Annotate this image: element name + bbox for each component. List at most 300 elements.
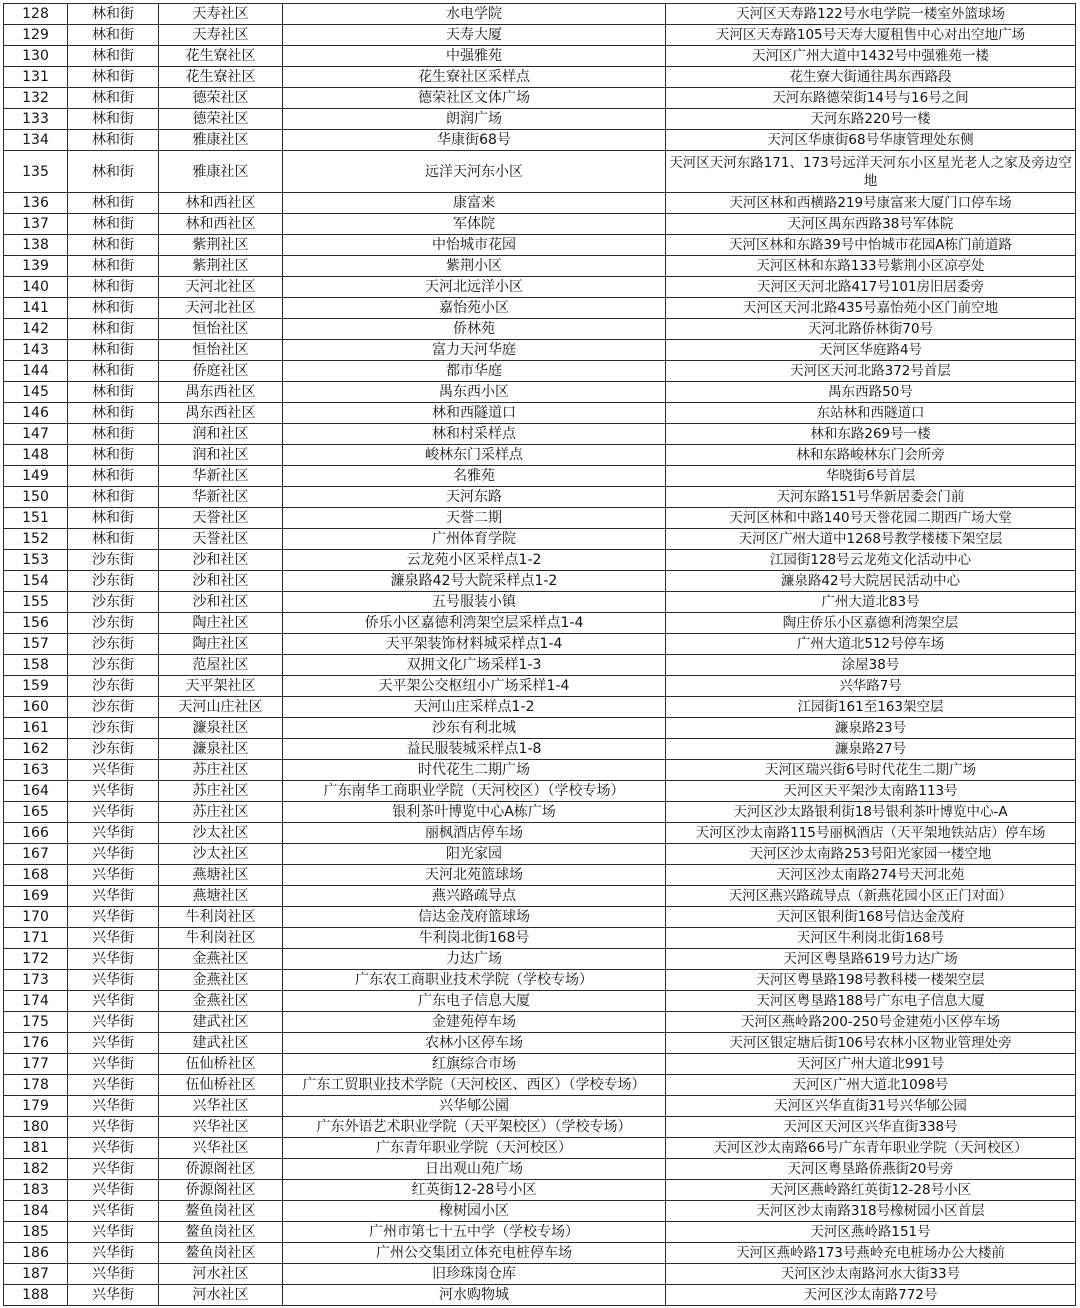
- street-cell: 林和街: [68, 235, 159, 256]
- table-row: [4, 130, 1076, 151]
- site-name-cell: 嘉怡苑小区: [283, 298, 666, 319]
- site-name-cell: 侨林苑: [283, 319, 666, 340]
- street-cell: 林和街: [68, 4, 159, 25]
- row-number-cell: 155: [4, 592, 68, 613]
- table-body: [4, 4, 1076, 1306]
- table-row: [4, 970, 1076, 991]
- address-cell: 天河北路侨林街70号: [666, 319, 1076, 340]
- table-row: [4, 823, 1076, 844]
- community-cell: 润和社区: [159, 445, 283, 466]
- table-row: [4, 319, 1076, 340]
- community-cell: 燕塘社区: [159, 886, 283, 907]
- site-name-cell: 广东工贸职业技术学院（天河校区、西区）（学校专场）: [283, 1075, 666, 1096]
- site-name-cell: 金建苑停车场: [283, 1012, 666, 1033]
- site-name-cell: 天寿大厦: [283, 25, 666, 46]
- row-number-cell: 145: [4, 382, 68, 403]
- row-number-cell: 143: [4, 340, 68, 361]
- community-cell: 兴华社区: [159, 1117, 283, 1138]
- table-row: [4, 718, 1076, 739]
- address-cell: 天河区燕岭路红英街12-28号小区: [666, 1180, 1076, 1201]
- table-row: [4, 991, 1076, 1012]
- row-number-cell: 186: [4, 1243, 68, 1264]
- street-cell: 林和街: [68, 529, 159, 550]
- street-cell: 兴华街: [68, 970, 159, 991]
- site-name-cell: 中强雅苑: [283, 46, 666, 67]
- row-number-cell: 181: [4, 1138, 68, 1159]
- row-number-cell: 156: [4, 613, 68, 634]
- table-row: [4, 1180, 1076, 1201]
- table-row: [4, 445, 1076, 466]
- address-cell: 天河区银定塘后街106号农林小区物业管理处旁: [666, 1033, 1076, 1054]
- site-name-cell: 红旗综合市场: [283, 1054, 666, 1075]
- site-name-cell: 阳光家园: [283, 844, 666, 865]
- address-cell: 天河区广州大道中1268号教学楼楼下架空层: [666, 529, 1076, 550]
- address-cell: 天河区牛利岗北街168号: [666, 928, 1076, 949]
- table-row: [4, 466, 1076, 487]
- street-cell: 兴华街: [68, 1201, 159, 1222]
- site-name-cell: 天河北远洋小区: [283, 277, 666, 298]
- address-cell: 天河东路151号华新居委会门前: [666, 487, 1076, 508]
- row-number-cell: 174: [4, 991, 68, 1012]
- community-cell: 侨源阁社区: [159, 1159, 283, 1180]
- table-row: [4, 1054, 1076, 1075]
- table-row: [4, 1159, 1076, 1180]
- address-cell: 天河区粤垦路188号广东电子信息大厦: [666, 991, 1076, 1012]
- site-name-cell: 都市华庭: [283, 361, 666, 382]
- table-row: [4, 193, 1076, 214]
- address-cell: 天河东路德荣街14号与16号之间: [666, 88, 1076, 109]
- table-row: [4, 487, 1076, 508]
- row-number-cell: 175: [4, 1012, 68, 1033]
- community-cell: 鳌鱼岗社区: [159, 1201, 283, 1222]
- row-number-cell: 147: [4, 424, 68, 445]
- site-name-cell: 河水购物城: [283, 1285, 666, 1306]
- row-number-cell: 185: [4, 1222, 68, 1243]
- community-cell: 牛利岗社区: [159, 907, 283, 928]
- street-cell: 兴华街: [68, 1222, 159, 1243]
- street-cell: 兴华街: [68, 865, 159, 886]
- table-row: [4, 1117, 1076, 1138]
- community-cell: 润和社区: [159, 424, 283, 445]
- community-cell: 花生寮社区: [159, 46, 283, 67]
- street-cell: 沙东街: [68, 655, 159, 676]
- row-number-cell: 162: [4, 739, 68, 760]
- site-name-cell: 益民服装城采样点1-8: [283, 739, 666, 760]
- row-number-cell: 136: [4, 193, 68, 214]
- street-cell: 兴华街: [68, 1138, 159, 1159]
- row-number-cell: 137: [4, 214, 68, 235]
- row-number-cell: 150: [4, 487, 68, 508]
- site-name-cell: 花生寮社区采样点: [283, 67, 666, 88]
- row-number-cell: 153: [4, 550, 68, 571]
- row-number-cell: 164: [4, 781, 68, 802]
- community-cell: 苏庄社区: [159, 760, 283, 781]
- street-cell: 林和街: [68, 67, 159, 88]
- street-cell: 林和街: [68, 130, 159, 151]
- table-row: [4, 1075, 1076, 1096]
- row-number-cell: 138: [4, 235, 68, 256]
- site-name-cell: 广东农工商职业技术学院（学校专场）: [283, 970, 666, 991]
- street-cell: 兴华街: [68, 886, 159, 907]
- community-cell: 天寿社区: [159, 4, 283, 25]
- community-cell: 鳌鱼岗社区: [159, 1222, 283, 1243]
- street-cell: 林和街: [68, 361, 159, 382]
- site-name-cell: 银利茶叶博览中心A栋广场: [283, 802, 666, 823]
- table-row: [4, 46, 1076, 67]
- community-cell: 伍仙桥社区: [159, 1054, 283, 1075]
- site-name-cell: 朗润广场: [283, 109, 666, 130]
- site-name-cell: 双拥文化广场采样1-3: [283, 655, 666, 676]
- table-row: [4, 256, 1076, 277]
- table-row: [4, 298, 1076, 319]
- street-cell: 沙东街: [68, 571, 159, 592]
- community-cell: 沙和社区: [159, 550, 283, 571]
- address-cell: 广州大道北83号: [666, 592, 1076, 613]
- street-cell: 兴华街: [68, 928, 159, 949]
- street-cell: 兴华街: [68, 844, 159, 865]
- street-cell: 林和街: [68, 340, 159, 361]
- table-row: [4, 1264, 1076, 1285]
- row-number-cell: 151: [4, 508, 68, 529]
- site-name-cell: 日出观山苑广场: [283, 1159, 666, 1180]
- site-name-cell: 沙东有利北城: [283, 718, 666, 739]
- street-cell: 兴华街: [68, 802, 159, 823]
- street-cell: 兴华街: [68, 1264, 159, 1285]
- community-cell: 苏庄社区: [159, 802, 283, 823]
- site-name-cell: 林和村采样点: [283, 424, 666, 445]
- site-name-cell: 广东南华工商职业学院（天河校区）（学校专场）: [283, 781, 666, 802]
- address-cell: 天河区粤垦路198号教科楼一楼架空层: [666, 970, 1076, 991]
- address-cell: 天河区沙太南路274号天河北苑: [666, 865, 1076, 886]
- row-number-cell: 131: [4, 67, 68, 88]
- street-cell: 沙东街: [68, 739, 159, 760]
- address-cell: 濂泉路42号大院居民活动中心: [666, 571, 1076, 592]
- street-cell: 林和街: [68, 214, 159, 235]
- address-cell: 禺东西路50号: [666, 382, 1076, 403]
- street-cell: 兴华街: [68, 991, 159, 1012]
- address-cell: 兴华路7号: [666, 676, 1076, 697]
- community-cell: 伍仙桥社区: [159, 1075, 283, 1096]
- site-name-cell: 中怡城市花园: [283, 235, 666, 256]
- site-name-cell: 富力天河华庭: [283, 340, 666, 361]
- community-cell: 濂泉社区: [159, 739, 283, 760]
- address-cell: 天河区燕兴路疏导点（新燕花园小区正门对面）: [666, 886, 1076, 907]
- row-number-cell: 129: [4, 25, 68, 46]
- community-cell: 侨庭社区: [159, 361, 283, 382]
- row-number-cell: 149: [4, 466, 68, 487]
- site-name-cell: 侨乐小区嘉德利湾架空层采样点1-4: [283, 613, 666, 634]
- community-cell: 苏庄社区: [159, 781, 283, 802]
- address-cell: 广州大道北512号停车场: [666, 634, 1076, 655]
- address-cell: 江园街128号云龙苑文化活动中心: [666, 550, 1076, 571]
- table-row: [4, 1285, 1076, 1306]
- street-cell: 林和街: [68, 466, 159, 487]
- address-cell: 天河区兴华直街31号兴华郇公园: [666, 1096, 1076, 1117]
- row-number-cell: 132: [4, 88, 68, 109]
- street-cell: 兴华街: [68, 1117, 159, 1138]
- site-name-cell: 农林小区停车场: [283, 1033, 666, 1054]
- street-cell: 沙东街: [68, 697, 159, 718]
- site-name-cell: 广东青年职业学院（天河校区）: [283, 1138, 666, 1159]
- community-cell: 陶庄社区: [159, 634, 283, 655]
- table-row: [4, 907, 1076, 928]
- row-number-cell: 146: [4, 403, 68, 424]
- site-name-cell: 林和西隧道口: [283, 403, 666, 424]
- table-row: [4, 592, 1076, 613]
- street-cell: 林和街: [68, 88, 159, 109]
- row-number-cell: 166: [4, 823, 68, 844]
- community-cell: 天河北社区: [159, 298, 283, 319]
- community-cell: 华新社区: [159, 487, 283, 508]
- street-cell: 林和街: [68, 424, 159, 445]
- row-number-cell: 140: [4, 277, 68, 298]
- address-cell: 林和东路269号一楼: [666, 424, 1076, 445]
- row-number-cell: 180: [4, 1117, 68, 1138]
- address-cell: 东站林和西隧道口: [666, 403, 1076, 424]
- address-cell: 天河区林和西横路219号康富来大厦门口停车场: [666, 193, 1076, 214]
- table-row: [4, 151, 1076, 193]
- street-cell: 兴华街: [68, 781, 159, 802]
- street-cell: 林和街: [68, 382, 159, 403]
- street-cell: 林和街: [68, 319, 159, 340]
- row-number-cell: 154: [4, 571, 68, 592]
- row-number-cell: 163: [4, 760, 68, 781]
- address-cell: 天河区燕岭路200-250号金建苑小区停车场: [666, 1012, 1076, 1033]
- table-row: [4, 676, 1076, 697]
- address-cell: 天河区华庭路4号: [666, 340, 1076, 361]
- row-number-cell: 148: [4, 445, 68, 466]
- address-cell: 天河区瑞兴街6号时代花生二期广场: [666, 760, 1076, 781]
- table-row: [4, 25, 1076, 46]
- address-cell: 天河区天河区兴华直街338号: [666, 1117, 1076, 1138]
- site-name-cell: 五号服装小镇: [283, 592, 666, 613]
- table-row: [4, 1012, 1076, 1033]
- address-cell: 天河东路220号一楼: [666, 109, 1076, 130]
- site-name-cell: 旧珍珠岗仓库: [283, 1264, 666, 1285]
- community-cell: 金燕社区: [159, 949, 283, 970]
- community-cell: 恒怡社区: [159, 340, 283, 361]
- table-row: [4, 1096, 1076, 1117]
- row-number-cell: 184: [4, 1201, 68, 1222]
- street-cell: 兴华街: [68, 1180, 159, 1201]
- street-cell: 兴华街: [68, 1033, 159, 1054]
- table-row: [4, 613, 1076, 634]
- row-number-cell: 178: [4, 1075, 68, 1096]
- site-name-cell: 康富来: [283, 193, 666, 214]
- community-cell: 天河北社区: [159, 277, 283, 298]
- address-cell: 天河区林和东路39号中怡城市花园A栋门前道路: [666, 235, 1076, 256]
- table-row: [4, 634, 1076, 655]
- site-name-cell: 广州体育学院: [283, 529, 666, 550]
- row-number-cell: 176: [4, 1033, 68, 1054]
- site-name-cell: 天河山庄采样点1-2: [283, 697, 666, 718]
- street-cell: 兴华街: [68, 760, 159, 781]
- community-cell: 沙和社区: [159, 592, 283, 613]
- site-name-cell: 峻林东门采样点: [283, 445, 666, 466]
- community-cell: 金燕社区: [159, 991, 283, 1012]
- street-cell: 沙东街: [68, 676, 159, 697]
- sampling-sites-table: [3, 3, 1076, 1306]
- street-cell: 兴华街: [68, 1285, 159, 1306]
- street-cell: 兴华街: [68, 1075, 159, 1096]
- address-cell: 天河区天寿路122号水电学院一楼室外篮球场: [666, 4, 1076, 25]
- address-cell: 林和东路峻林东门会所旁: [666, 445, 1076, 466]
- site-name-cell: 橡树园小区: [283, 1201, 666, 1222]
- community-cell: 河水社区: [159, 1285, 283, 1306]
- table-row: [4, 361, 1076, 382]
- community-cell: 天河山庄社区: [159, 697, 283, 718]
- table-row: [4, 739, 1076, 760]
- table-row: [4, 67, 1076, 88]
- community-cell: 林和西社区: [159, 193, 283, 214]
- table-row: [4, 424, 1076, 445]
- community-cell: 德荣社区: [159, 109, 283, 130]
- street-cell: 兴华街: [68, 823, 159, 844]
- address-cell: 天河区燕岭路151号: [666, 1222, 1076, 1243]
- row-number-cell: 182: [4, 1159, 68, 1180]
- table-row: [4, 508, 1076, 529]
- row-number-cell: 161: [4, 718, 68, 739]
- street-cell: 沙东街: [68, 550, 159, 571]
- site-name-cell: 力达广场: [283, 949, 666, 970]
- site-name-cell: 广东外语艺术职业学院（天平架校区）（学校专场）: [283, 1117, 666, 1138]
- table-row: [4, 571, 1076, 592]
- row-number-cell: 152: [4, 529, 68, 550]
- site-name-cell: 广州市第七十五中学（学校专场）: [283, 1222, 666, 1243]
- street-cell: 兴华街: [68, 907, 159, 928]
- address-cell: 天河区沙太南路河水大街33号: [666, 1264, 1076, 1285]
- address-cell: 天河区粤垦路619号力达广场: [666, 949, 1076, 970]
- row-number-cell: 135: [4, 151, 68, 193]
- street-cell: 林和街: [68, 403, 159, 424]
- street-cell: 沙东街: [68, 592, 159, 613]
- row-number-cell: 168: [4, 865, 68, 886]
- address-cell: 天河区沙太路银利街18号银利茶叶博览中心-A: [666, 802, 1076, 823]
- table-row: [4, 886, 1076, 907]
- community-cell: 建武社区: [159, 1012, 283, 1033]
- row-number-cell: 165: [4, 802, 68, 823]
- address-cell: 天河区燕岭路173号燕岭充电桩场办公大楼前: [666, 1243, 1076, 1264]
- site-name-cell: 丽枫酒店停车场: [283, 823, 666, 844]
- street-cell: 林和街: [68, 277, 159, 298]
- row-number-cell: 134: [4, 130, 68, 151]
- community-cell: 范屋社区: [159, 655, 283, 676]
- table-row: [4, 277, 1076, 298]
- site-name-cell: 天平架装饰材料城采样点1-4: [283, 634, 666, 655]
- table-row: [4, 88, 1076, 109]
- site-name-cell: 云龙苑小区采样点1-2: [283, 550, 666, 571]
- community-cell: 濂泉社区: [159, 718, 283, 739]
- community-cell: 雅康社区: [159, 130, 283, 151]
- site-name-cell: 兴华郇公園: [283, 1096, 666, 1117]
- address-cell: 天河区林和东路133号紫荆小区凉亭处: [666, 256, 1076, 277]
- street-cell: 沙东街: [68, 613, 159, 634]
- site-name-cell: 天河东路: [283, 487, 666, 508]
- street-cell: 林和街: [68, 298, 159, 319]
- community-cell: 侨源阁社区: [159, 1180, 283, 1201]
- row-number-cell: 128: [4, 4, 68, 25]
- row-number-cell: 187: [4, 1264, 68, 1285]
- address-cell: 天河区沙太南路318号橡树园小区首层: [666, 1201, 1076, 1222]
- address-cell: 天河区广州大道北991号: [666, 1054, 1076, 1075]
- row-number-cell: 130: [4, 46, 68, 67]
- site-name-cell: 广东电子信息大厦: [283, 991, 666, 1012]
- row-number-cell: 158: [4, 655, 68, 676]
- table-row: [4, 109, 1076, 130]
- table-row: [4, 382, 1076, 403]
- table-row: [4, 802, 1076, 823]
- site-name-cell: 华康街68号: [283, 130, 666, 151]
- site-name-cell: 燕兴路疏导点: [283, 886, 666, 907]
- site-name-cell: 紫荆小区: [283, 256, 666, 277]
- site-name-cell: 牛利岗北街168号: [283, 928, 666, 949]
- table-row: [4, 1138, 1076, 1159]
- street-cell: 沙东街: [68, 634, 159, 655]
- row-number-cell: 160: [4, 697, 68, 718]
- community-cell: 建武社区: [159, 1033, 283, 1054]
- table-row: [4, 550, 1076, 571]
- community-cell: 花生寮社区: [159, 67, 283, 88]
- site-name-cell: 时代花生二期广场: [283, 760, 666, 781]
- street-cell: 林和街: [68, 25, 159, 46]
- address-cell: 天河区天平架沙太南路113号: [666, 781, 1076, 802]
- row-number-cell: 142: [4, 319, 68, 340]
- community-cell: 陶庄社区: [159, 613, 283, 634]
- site-name-cell: 禺东西小区: [283, 382, 666, 403]
- table-row: [4, 214, 1076, 235]
- site-name-cell: 水电学院: [283, 4, 666, 25]
- row-number-cell: 179: [4, 1096, 68, 1117]
- community-cell: 燕塘社区: [159, 865, 283, 886]
- address-cell: 天河区天河北路372号首层: [666, 361, 1076, 382]
- street-cell: 林和街: [68, 109, 159, 130]
- community-cell: 天寿社区: [159, 25, 283, 46]
- table-row: [4, 928, 1076, 949]
- community-cell: 恒怡社区: [159, 319, 283, 340]
- site-name-cell: 信达金茂府篮球场: [283, 907, 666, 928]
- site-name-cell: 名雅苑: [283, 466, 666, 487]
- row-number-cell: 141: [4, 298, 68, 319]
- address-cell: 天河区沙太南路772号: [666, 1285, 1076, 1306]
- table-row: [4, 4, 1076, 25]
- row-number-cell: 159: [4, 676, 68, 697]
- community-cell: 河水社区: [159, 1264, 283, 1285]
- site-name-cell: 广州公交集团立体充电桩停车场: [283, 1243, 666, 1264]
- street-cell: 沙东街: [68, 718, 159, 739]
- address-cell: 陶庄侨乐小区嘉德利湾架空层: [666, 613, 1076, 634]
- row-number-cell: 177: [4, 1054, 68, 1075]
- table-row: [4, 865, 1076, 886]
- community-cell: 禺东西社区: [159, 382, 283, 403]
- address-cell: 天河区天寿路105号天寿大厦租售中心对出空地广场: [666, 25, 1076, 46]
- street-cell: 兴华街: [68, 1054, 159, 1075]
- row-number-cell: 133: [4, 109, 68, 130]
- community-cell: 沙太社区: [159, 823, 283, 844]
- address-cell: 天河区沙太南路66号广东青年职业学院（天河校区）: [666, 1138, 1076, 1159]
- table-row: [4, 781, 1076, 802]
- community-cell: 华新社区: [159, 466, 283, 487]
- site-name-cell: 天河北苑篮球场: [283, 865, 666, 886]
- community-cell: 德荣社区: [159, 88, 283, 109]
- table-row: [4, 760, 1076, 781]
- row-number-cell: 157: [4, 634, 68, 655]
- community-cell: 林和西社区: [159, 214, 283, 235]
- table-row: [4, 235, 1076, 256]
- table-row: [4, 844, 1076, 865]
- row-number-cell: 169: [4, 886, 68, 907]
- address-cell: 天河区华康街68号华康管理处东侧: [666, 130, 1076, 151]
- table-row: [4, 1243, 1076, 1264]
